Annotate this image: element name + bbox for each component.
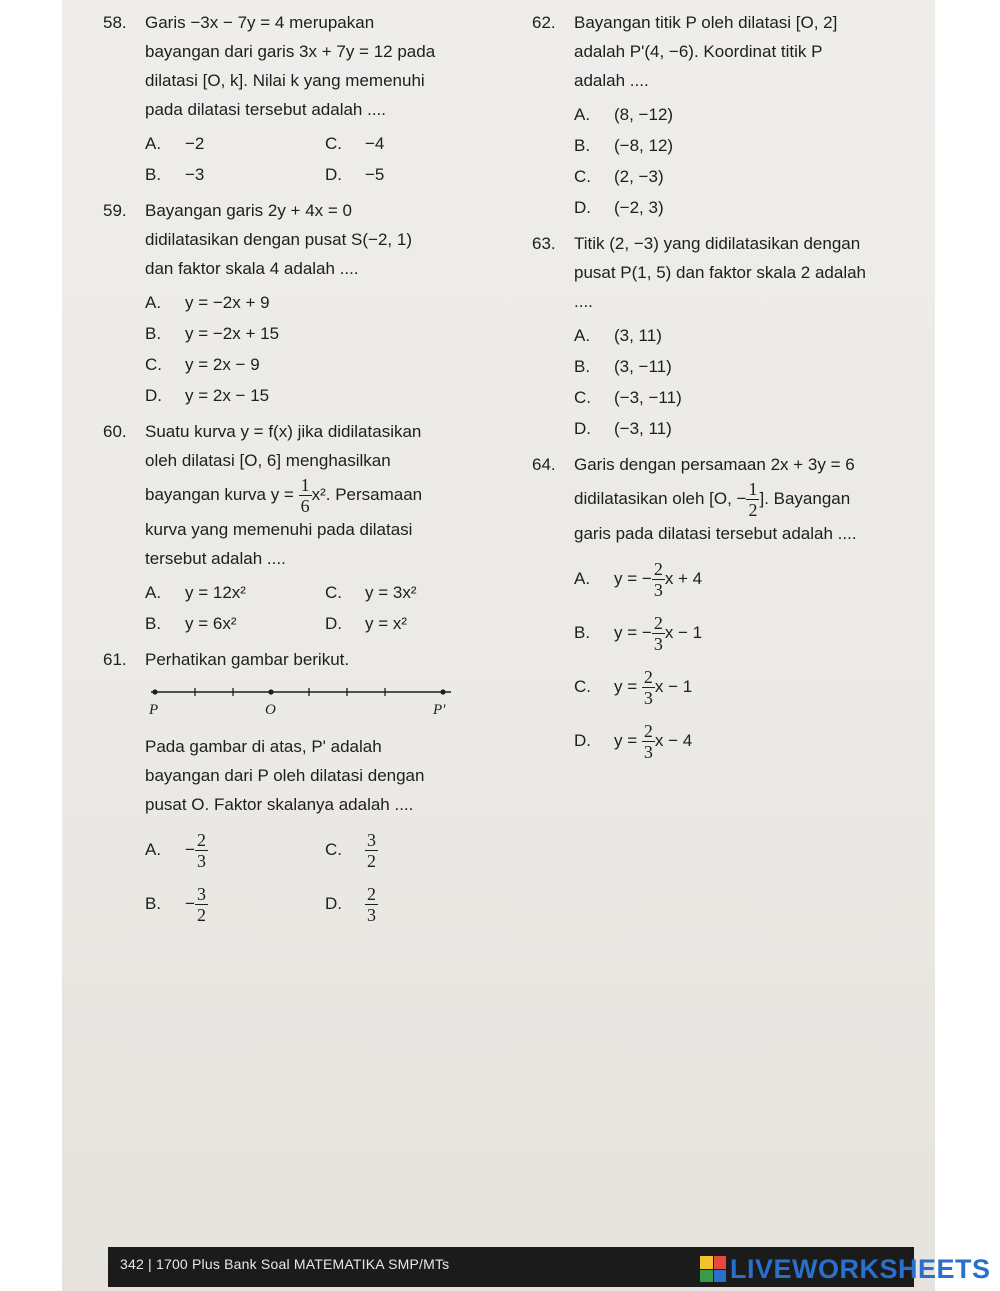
option-c[interactable]: C. (2, −3) [574, 167, 664, 186]
fraction: $\frac{2}{3}$ [643, 721, 653, 763]
footer-page-info: 342 | 1700 Plus Bank Soal MATEMATIKA SMP/MTs [120, 1256, 450, 1272]
option-d[interactable]: D. (−3, 11) [574, 419, 672, 438]
question-number: 60. [103, 422, 127, 441]
option-d[interactable]: D. $\frac{2}{3}$ [325, 884, 376, 926]
option-a[interactable]: A. (8, −12) [574, 105, 674, 124]
point-p-prime-label: P' [433, 702, 446, 718]
question-text: Perhatikan gambar berikut. [145, 650, 350, 669]
option-a[interactable]: A. −2 [145, 134, 205, 153]
option-d[interactable]: D. (−2, 3) [574, 198, 664, 217]
point-p-dot [152, 689, 157, 694]
fraction: $\frac{2}{3}$ [653, 613, 663, 655]
option-c[interactable]: C. y = $\frac{2}{3}$ x − 1 [574, 667, 693, 709]
number-line-figure [145, 680, 503, 726]
option-a[interactable]: A. y = −2x + 9 [145, 293, 270, 312]
question-61 [103, 645, 503, 931]
options [145, 287, 503, 411]
option-a[interactable]: A. y = − $\frac{2}{3}$ x + 4 [574, 559, 703, 601]
option-a[interactable]: A. − $\frac{2}{3}$ [145, 830, 206, 872]
option-d[interactable]: D. y = $\frac{2}{3}$ x − 4 [574, 721, 693, 763]
point-p-label: P [149, 702, 159, 718]
option-c[interactable]: C. y = 3x² [325, 583, 417, 602]
question-text: Bayangan titik P oleh dilatasi [O, 2] adalah P'(4, −6). Koordinat titik P adalah .... [574, 13, 838, 90]
options [145, 577, 503, 639]
question-text: Pada gambar di atas, P' adalah bayangan dari P oleh dilatasi dengan pusat O. Faktor skalanya adalah .... [145, 737, 425, 814]
question-text-line: didilatasikan oleh [O, − $\frac{1}{2}$ ]. Bayangan [574, 479, 851, 521]
question-text: garis pada dilatasi tersebut adalah .... [574, 524, 857, 543]
question-text: kurva yang memenuhi pada dilatasi tersebut adalah .... [145, 520, 413, 568]
fraction: $\frac{2}{3}$ [643, 667, 653, 709]
options [145, 823, 503, 931]
question-number: 58. [103, 13, 127, 32]
option-b[interactable]: B. y = − $\frac{2}{3}$ x − 1 [574, 613, 703, 655]
fraction: $\frac{1}{2}$ [748, 479, 758, 521]
question-59 [103, 196, 503, 411]
question-62 [532, 8, 922, 223]
question-text: Titik (2, −3) yang didilatasikan dengan pusat P(1, 5) dan faktor skala 2 adalah .... [574, 234, 867, 311]
number-line [145, 680, 465, 726]
right-column [532, 8, 922, 774]
question-58 [103, 8, 503, 190]
question-60 [103, 417, 503, 639]
question-text: Suatu kurva y = f(x) jika didilatasikan oleh dilatasi [O, 6] menghasilkan [145, 422, 422, 470]
option-b[interactable]: B. y = 6x² [145, 614, 237, 633]
question-number: 63. [532, 234, 556, 253]
question-number: 64. [532, 455, 556, 474]
fraction: $\frac{1}{6}$ [300, 475, 310, 517]
option-c[interactable]: C. y = 2x − 9 [145, 355, 260, 374]
liveworksheets-brand[interactable] [700, 1254, 991, 1284]
fraction: $\frac{2}{3}$ [367, 884, 376, 926]
option-c[interactable]: C. (−3, −11) [574, 388, 682, 407]
option-a[interactable]: A. y = 12x² [145, 583, 246, 602]
fraction: $\frac{3}{2}$ [367, 830, 376, 872]
fraction: $\frac{2}{3}$ [653, 559, 663, 601]
option-d[interactable]: D. y = 2x − 15 [145, 386, 270, 405]
option-b[interactable]: B. − $\frac{3}{2}$ [145, 884, 206, 926]
option-a[interactable]: A. (3, 11) [574, 326, 662, 345]
fraction: $\frac{3}{2}$ [196, 884, 206, 926]
question-number: 61. [103, 650, 127, 669]
question-64 [532, 450, 922, 768]
liveworksheets-logo-icon [700, 1256, 726, 1282]
options [145, 128, 503, 190]
question-text: Bayangan garis 2y + 4x = 0 didilatasikan dengan pusat S(−2, 1) dan faktor skala 4 adalah .... [145, 201, 412, 278]
option-b[interactable]: B. (3, −11) [574, 357, 672, 376]
brand-text: LIVEWORKSHEETS [730, 1253, 991, 1284]
point-p-prime-dot [440, 689, 445, 694]
point-o-dot [268, 689, 273, 694]
question-text: Garis −3x − 7y = 4 merupakan bayangan dari garis 3x + 7y = 12 pada dilatasi [O, k]. Nilai k yang memenuhi pada dilatasi tersebut adalah .... [145, 13, 436, 119]
option-c[interactable]: C. −4 [325, 134, 385, 153]
options [574, 99, 922, 223]
question-text-line: bayangan kurva y = $\frac{1}{6}$ x². Persamaan [145, 475, 423, 517]
options [574, 320, 922, 444]
option-d[interactable]: D. −5 [325, 165, 385, 184]
point-o-label: O [265, 702, 276, 718]
option-c[interactable]: C. $\frac{3}{2}$ [325, 830, 376, 872]
question-number: 59. [103, 201, 127, 220]
option-b[interactable]: B. −3 [145, 165, 205, 184]
option-b[interactable]: B. (−8, 12) [574, 136, 674, 155]
fraction: $\frac{2}{3}$ [196, 830, 206, 872]
option-d[interactable]: D. y = x² [325, 614, 408, 633]
question-63 [532, 229, 922, 444]
question-text: Garis dengan persamaan 2x + 3y = 6 [574, 455, 855, 474]
question-number: 62. [532, 13, 556, 32]
options [574, 552, 922, 768]
left-column [103, 8, 503, 937]
option-b[interactable]: B. y = −2x + 15 [145, 324, 280, 343]
